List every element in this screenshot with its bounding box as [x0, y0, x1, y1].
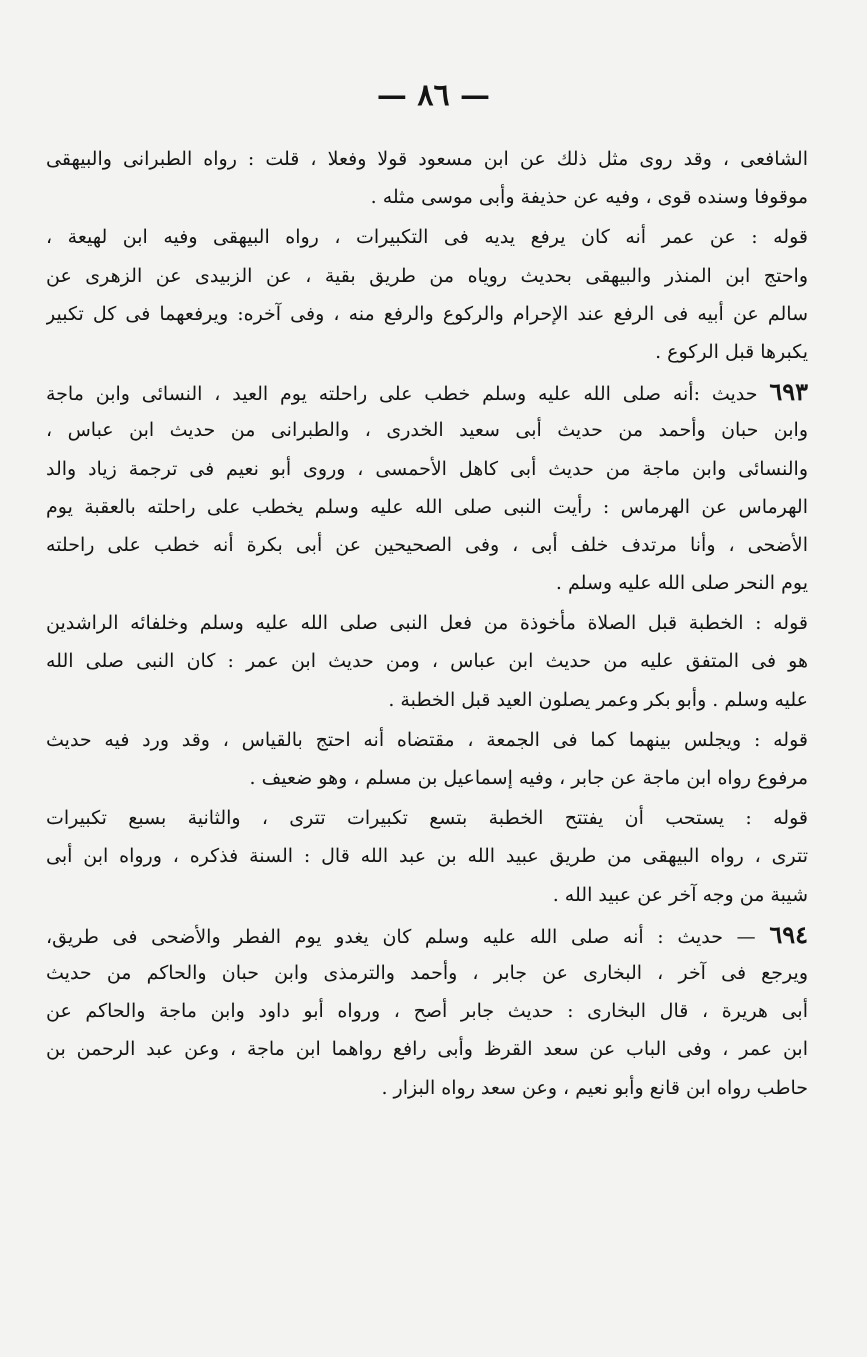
text-line-content: — حديث : أنه صلى الله عليه وسلم كان يغدو يوم الفطر والأضحى فى طريق،	[46, 925, 756, 948]
text-line: موقوفا وسنده قوى ، وفيه عن حذيفة وأبى موسى مثله .	[370, 186, 808, 209]
text-line: ابن عمر ، وفى الباب عن سعد القرظ وأبى رافع رواهما ابن ماجة ، وعن عبد الرحمن بن	[46, 1038, 808, 1061]
hadith-number: ٦٩٤	[769, 919, 808, 949]
text-line: تترى ، رواه البيهقى من طريق عبيد الله بن عبد الله قال : السنة فذكره ، ورواه ابن أبى	[46, 845, 808, 868]
text-line: والنسائى وابن ماجة من حديث أبى كاهل الأحمسى ، وروى أبو نعيم فى ترجمة زياد والد	[46, 457, 808, 480]
text-line: قوله : عن عمر أنه كان يرفع يديه فى التكبيرات ، رواه البيهقى وفيه ابن لهيعة ،	[46, 226, 808, 249]
hadith-paragraph	[46, 373, 808, 602]
paragraph	[46, 140, 808, 216]
text-line: قوله : ويجلس بينهما كما فى الجمعة ، مقتضاه أنه احتج بالقياس ، وقد ورد فيه حديث	[46, 728, 808, 751]
paragraph	[46, 799, 808, 914]
hadith-number: ٦٩٣	[769, 377, 808, 407]
text-line: مرفوع رواه ابن ماجة عن جابر ، وفيه إسماعيل بن مسلم ، وهو ضعيف .	[249, 767, 808, 789]
hadith-paragraph	[46, 916, 808, 1107]
text-line: أبى هريرة ، قال البخارى : حديث جابر أصح ، ورواه أبو داود وابن ماجة والحاكم عن	[46, 1000, 808, 1023]
text-line-content: حديث :أنه صلى الله عليه وسلم خطب على راحلته يوم العيد ، النسائى وابن ماجة	[46, 383, 758, 406]
text-line: قوله : الخطبة قبل الصلاة مأخوذة من فعل النبى صلى الله عليه وسلم وخلفائه الراشدين	[46, 612, 808, 635]
text-line: وابن حبان وأحمد من حديث أبى سعيد الخدرى ، والطبرانى من حديث ابن عباس ،	[46, 419, 808, 442]
page-number: — ٨٦ —	[376, 78, 491, 113]
text-line: قوله : يستحب أن يفتتح الخطبة بتسع تكبيرات تترى ، والثانية بسبع تكبيرات	[46, 807, 808, 830]
text-line: ويرجع فى آخر ، البخارى عن جابر ، وأحمد والترمذى وابن حبان والحاكم من حديث	[46, 961, 808, 984]
paragraph	[46, 604, 808, 719]
text-line: عليه وسلم . وأبو بكر وعمر يصلون العيد قبل الخطبة .	[388, 688, 808, 711]
text-line: الهرماس عن الهرماس : رأيت النبى صلى الله عليه وسلم يخطب على راحلته بالعقبة يوم	[46, 495, 808, 518]
text-line: هو فى المتفق عليه من حديث ابن عباس ، ومن حديث ابن عمر : كان النبى صلى الله	[46, 650, 808, 673]
body-text	[46, 140, 808, 1109]
text-line: حاطب رواه ابن قانع وأبو نعيم ، وعن سعد رواه البزار .	[381, 1076, 808, 1099]
text-line: الأضحى ، وأنا مرتدف خلف أبى ، وفى الصحيحين عن أبى بكرة أنه خطب على راحلته	[46, 533, 808, 556]
text-line: سالم عن أبيه فى الرفع عند الإحرام والركوع والرفع منه ، وفى آخره: ويرفعهما فى كل تكبير	[46, 302, 808, 325]
text-line	[46, 916, 808, 954]
text-line: الشافعى ، وقد روى مثل ذلك عن ابن مسعود قولا وفعلا ، قلت : رواه الطبرانى والبيهقى	[46, 148, 808, 170]
text-line: يكبرها قبل الركوع .	[655, 340, 808, 363]
text-line: شيبة من وجه آخر عن عبيد الله .	[552, 883, 808, 906]
text-line: واحتج ابن المنذر والبيهقى بحديث روياه من طريق بقية ، عن الزبيدى عن الزهرى عن	[46, 264, 808, 287]
text-line	[46, 373, 808, 411]
paragraph	[46, 721, 808, 797]
paragraph	[46, 218, 808, 371]
text-line: يوم النحر صلى الله عليه وسلم .	[555, 572, 808, 595]
